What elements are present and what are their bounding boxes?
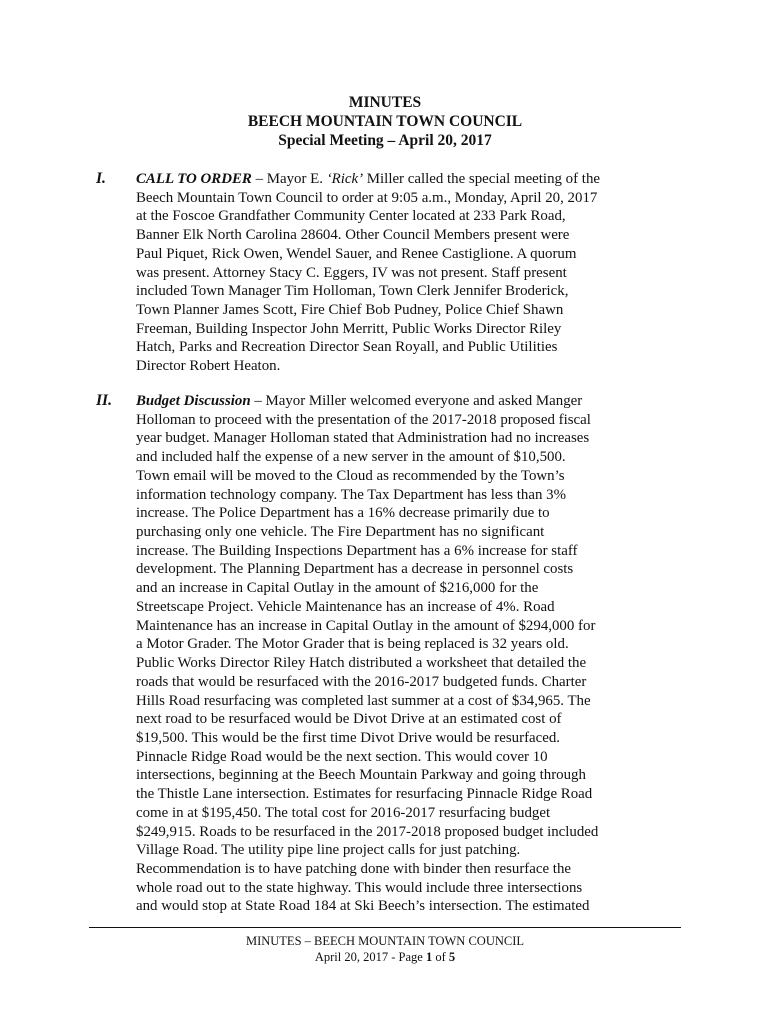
section-heading: Budget Discussion: [136, 393, 251, 409]
text-fragment: – Mayor E.: [251, 171, 327, 187]
section-body: [136, 170, 692, 376]
paragraph-line: next road to be resurfaced would be Divot Drive at an estimated cost of: [136, 711, 562, 728]
footer-page-of: of: [432, 950, 449, 964]
footer-date: April 20, 2017 - Page: [314, 950, 426, 964]
footer-page-total: 5: [448, 950, 456, 964]
text-fragment: Miller called the special meeting of the: [363, 171, 600, 187]
header-council-name: BEECH MOUNTAIN TOWN COUNCIL: [247, 113, 523, 130]
paragraph-line: a Motor Grader. The Motor Grader that is being replaced is 32 years old.: [136, 636, 569, 653]
paragraph-line: Village Road. The utility pipe line project calls for just patching.: [136, 842, 521, 859]
section-first-line: [136, 170, 692, 189]
paragraph-line: included Town Manager Tim Holloman, Town Clerk Jennifer Broderick,: [136, 283, 569, 300]
paragraph-line: roads that would be resurfaced with the 2016-2017 budgeted funds. Charter: [136, 673, 587, 690]
paragraph-line: the Thistle Lane intersection. Estimates for resurfacing Pinnacle Ridge Road: [136, 786, 593, 803]
paragraph-line: intersections, beginning at the Beech Mountain Parkway and going through: [136, 767, 586, 784]
section-numeral: I.: [96, 170, 106, 187]
text-fragment: – Mayor Miller welcomed everyone and asked Manger: [250, 393, 583, 409]
paragraph-line: and an increase in Capital Outlay in the amount of $216,000 for the: [136, 580, 539, 597]
paragraph-line: Town Planner James Scott, Fire Chief Bob Pudney, Police Chief Shawn: [136, 302, 564, 319]
paragraph-line: and would stop at State Road 184 at Ski Beech’s intersection. The estimated: [136, 898, 590, 915]
document-header: [0, 93, 770, 150]
page-footer: [0, 933, 770, 965]
paragraph-line: Pinnacle Ridge Road would be the next section. This would cover 10: [136, 748, 548, 765]
paragraph-line: Banner Elk North Carolina 28604. Other Council Members present were: [136, 227, 570, 244]
paragraph-line: Beech Mountain Town Council to order at 9:05 a.m., Monday, April 20, 2017: [136, 189, 598, 206]
header-meeting-date: Special Meeting – April 20, 2017: [278, 132, 492, 149]
section-heading: CALL TO ORDER: [136, 171, 252, 187]
section-first-line: [136, 392, 692, 411]
section-body: [136, 392, 692, 916]
footer-title: MINUTES – BEECH MOUNTAIN TOWN COUNCIL: [245, 934, 525, 948]
paragraph-line: purchasing only one vehicle. The Fire Department has no significant: [136, 524, 545, 541]
paragraph-line: increase. The Building Inspections Department has a 6% increase for staff: [136, 542, 578, 559]
paragraph-line: whole road out to the state highway. This would include three intersections: [136, 879, 583, 896]
paragraph-line: Freeman, Building Inspector John Merritt, Public Works Director Riley: [136, 320, 562, 337]
footer-page-info: [0, 949, 770, 965]
nickname-text: ‘Rick’: [326, 171, 364, 187]
footer-divider: [89, 927, 681, 928]
paragraph-line: at the Foscoe Grandfather Community Center located at 233 Park Road,: [136, 208, 566, 225]
paragraph-line: was present. Attorney Stacy C. Eggers, IV was not present. Staff present: [136, 264, 567, 281]
paragraph-line: increase. The Police Department has a 16% decrease primarily due to: [136, 505, 550, 522]
paragraph-line: and included half the expense of a new server in the amount of $10,500.: [136, 449, 566, 466]
paragraph-line: Recommendation is to have patching done with binder then resurface the: [136, 860, 571, 877]
paragraph-line: Holloman to proceed with the presentation of the 2017-2018 proposed fiscal: [136, 411, 591, 428]
paragraph-line: $19,500. This would be the first time Divot Drive would be resurfaced.: [136, 729, 561, 746]
footer-page-current: 1: [425, 950, 433, 964]
paragraph-line: come in at $195,450. The total cost for 2016-2017 resurfacing budget: [136, 804, 551, 821]
paragraph-line: Public Works Director Riley Hatch distributed a worksheet that detailed the: [136, 655, 587, 672]
paragraph-line: Town email will be moved to the Cloud as recommended by the Town’s: [136, 467, 565, 484]
paragraph-line: Streetscape Project. Vehicle Maintenance has an increase of 4%. Road: [136, 598, 555, 615]
paragraph-line: Hills Road resurfacing was completed last summer at a cost of $34,965. The: [136, 692, 591, 709]
paragraph-line: Director Robert Heaton.: [136, 358, 281, 375]
paragraph-line: development. The Planning Department has a decrease in personnel costs: [136, 561, 574, 578]
paragraph-line: information technology company. The Tax Department has less than 3%: [136, 486, 566, 503]
paragraph-line: $249,915. Roads to be resurfaced in the 2017-2018 proposed budget included: [136, 823, 599, 840]
header-title: MINUTES: [348, 94, 422, 111]
paragraph-line: Maintenance has an increase in Capital Outlay in the amount of $294,000 for: [136, 617, 596, 634]
section-numeral: II.: [96, 392, 112, 409]
paragraph-line: Hatch, Parks and Recreation Director Sean Royall, and Public Utilities: [136, 339, 558, 356]
paragraph-line: year budget. Manager Holloman stated that Administration had no increases: [136, 430, 590, 447]
paragraph-line: Paul Piquet, Rick Owen, Wendel Sauer, and Renee Castiglione. A quorum: [136, 245, 577, 262]
